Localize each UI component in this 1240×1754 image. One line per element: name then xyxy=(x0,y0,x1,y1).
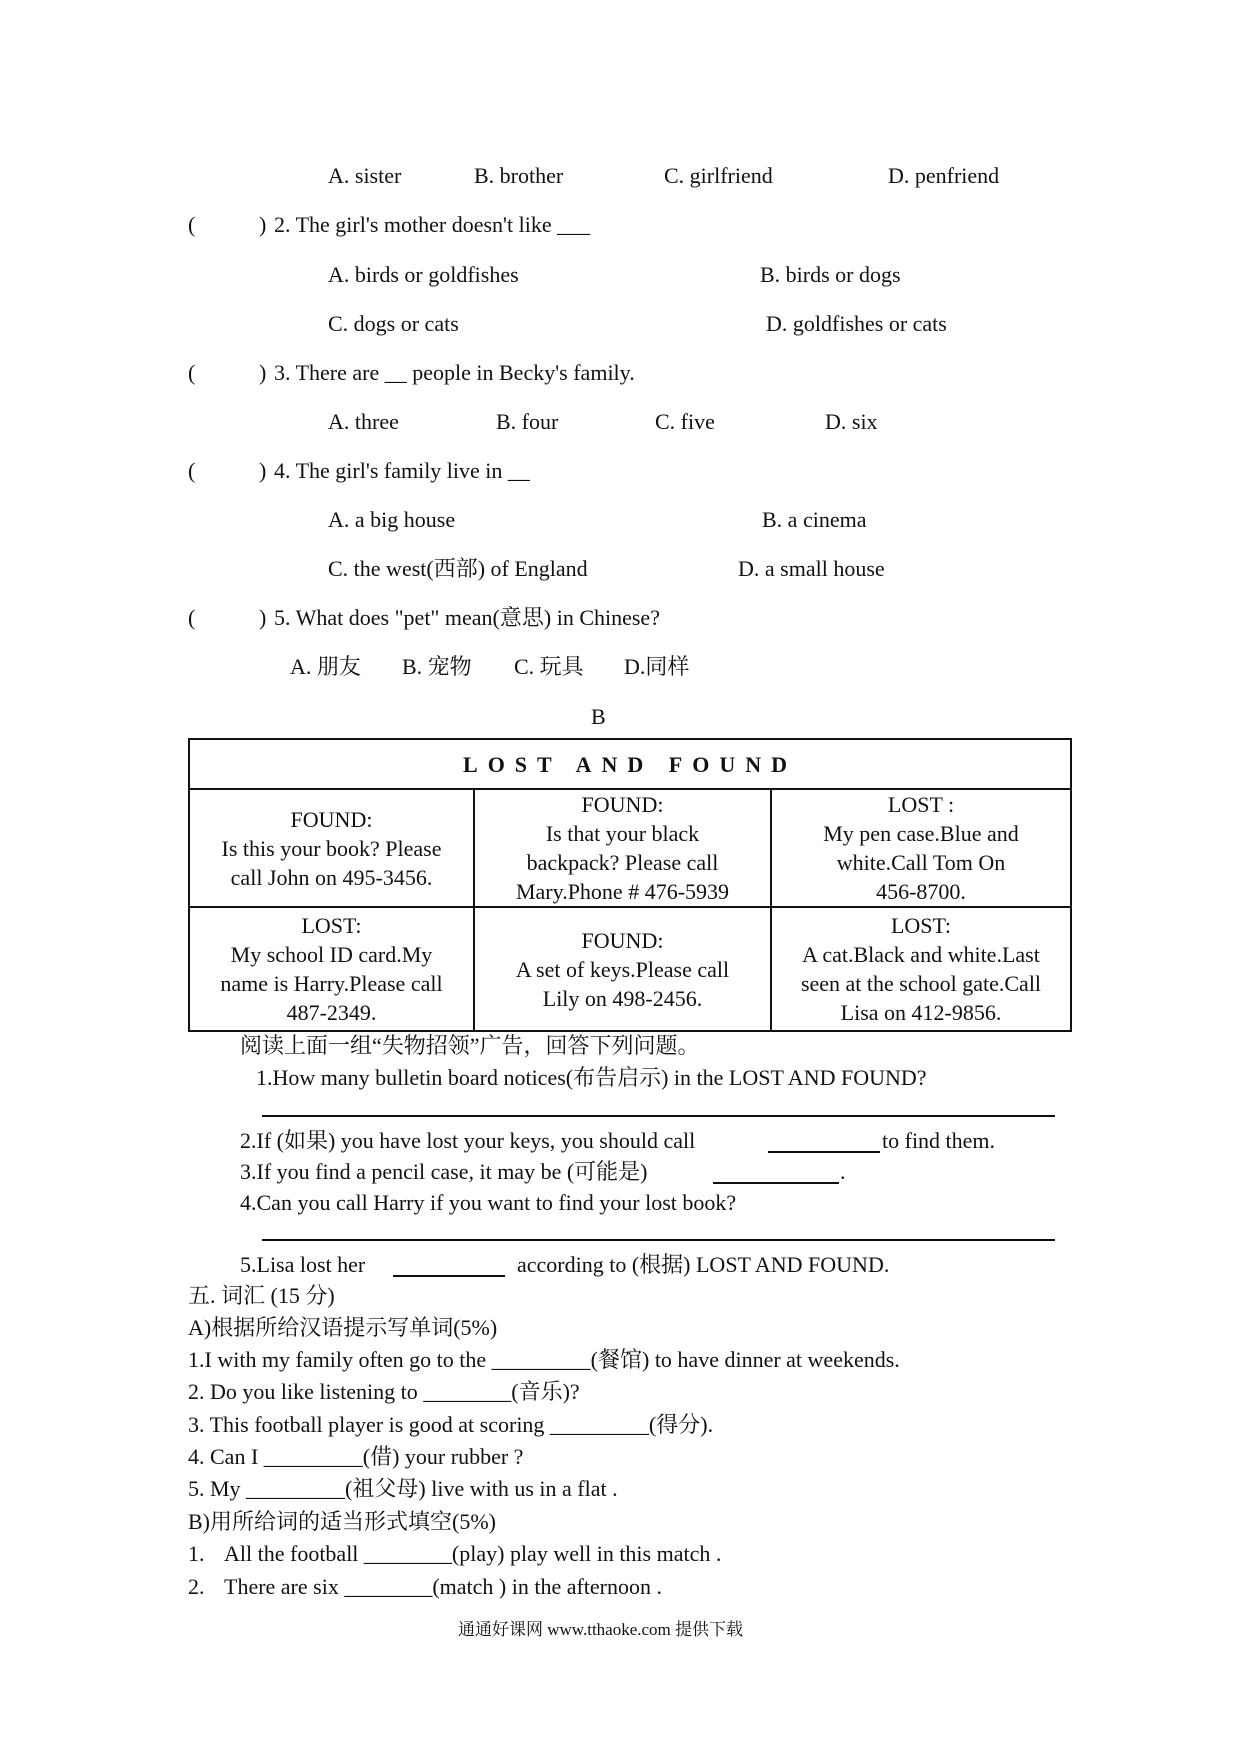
section5-a-item: 2. Do you like listening to ________(音乐)? xyxy=(188,1379,580,1404)
notice-line: My school ID card.My xyxy=(230,942,433,967)
q5-option-b: B. 宠物 xyxy=(402,654,472,679)
notice-line: call John on 495-3456. xyxy=(230,864,433,890)
reading-q5-text-end: according to (根据) LOST AND FOUND. xyxy=(517,1252,890,1277)
notice-title: LOST: xyxy=(301,913,362,938)
section5-b-item-num: 2. xyxy=(188,1574,205,1599)
reading-q2-text: 2.If (如果) you have lost your keys, you should call xyxy=(240,1128,696,1153)
section5-b-item-num: 1. xyxy=(188,1541,205,1566)
q3-option-b: B. four xyxy=(496,409,559,434)
notice-cell xyxy=(189,789,474,907)
section5-a-title: A)根据所给汉语提示写单词(5%) xyxy=(188,1315,498,1340)
notice-cell xyxy=(474,789,771,907)
notice-title: FOUND: xyxy=(290,806,373,832)
q2-close-bracket: ) xyxy=(259,212,267,237)
answer-line-q1[interactable] xyxy=(262,1115,1055,1117)
reading-q3-text: 3.If you find a pencil case, it may be (可能是) xyxy=(240,1159,648,1184)
q5-option-d: D.同样 xyxy=(624,654,690,679)
notice-cell xyxy=(189,907,474,1031)
notice-line: Is that your black xyxy=(545,821,700,846)
section5-b-title: B)用所给词的适当形式填空(5%) xyxy=(188,1509,496,1534)
q1-option-a: A. sister xyxy=(328,163,402,188)
q3-option-d: D. six xyxy=(825,409,878,434)
q4-text: 4. The girl's family live in __ xyxy=(274,458,530,483)
notice-line: Lily on 498-2456. xyxy=(542,985,703,1011)
section5-title: 五. 词汇 (15 分) xyxy=(188,1283,335,1308)
q4-option-a: A. a big house xyxy=(328,507,456,532)
q2-option-a: A. birds or goldfishes xyxy=(328,262,519,287)
reading-q2-text-end: to find them. xyxy=(882,1128,996,1153)
notice-line: 487-2349. xyxy=(286,1000,377,1025)
answer-blank-q3[interactable] xyxy=(713,1182,839,1184)
q1-option-b: B. brother xyxy=(474,163,564,188)
q4-open-bracket: ( xyxy=(188,458,196,483)
notice-cell xyxy=(771,789,1071,907)
notice-line: Lisa on 412-9856. xyxy=(840,1000,1002,1025)
q4-option-b: B. a cinema xyxy=(762,507,867,532)
q5-open-bracket: ( xyxy=(188,605,196,630)
lost-and-found-table xyxy=(188,738,1072,1032)
answer-blank-q5[interactable] xyxy=(393,1275,505,1277)
q3-close-bracket: ) xyxy=(259,360,267,385)
notice-cell xyxy=(771,907,1071,1031)
q4-close-bracket: ) xyxy=(259,458,267,483)
q5-close-bracket: ) xyxy=(259,605,267,630)
answer-line-q4[interactable] xyxy=(262,1239,1055,1241)
reading-instruction: 阅读上面一组“失物招领”广告，回答下列问题。 xyxy=(240,1033,700,1058)
q2-open-bracket: ( xyxy=(188,212,196,237)
notice-line: Mary.Phone # 476-5939 xyxy=(515,879,730,904)
notice-title: LOST : xyxy=(887,792,955,817)
q2-option-c: C. dogs or cats xyxy=(328,311,459,336)
notice-line: seen at the school gate.Call xyxy=(800,971,1042,996)
q2-option-b: B. birds or dogs xyxy=(760,262,901,287)
table-title: LOST AND FOUND xyxy=(189,739,1071,789)
q4-option-d: D. a small house xyxy=(738,556,885,581)
section5-a-item: 4. Can I _________(借) your rubber ? xyxy=(188,1444,524,1469)
notice-cell xyxy=(474,907,771,1031)
q4-option-c: C. the west(西部) of England xyxy=(328,556,588,581)
reading-q4: 4.Can you call Harry if you want to find your lost book? xyxy=(240,1190,737,1215)
notice-line: name is Harry.Please call xyxy=(220,971,443,996)
q5-option-a: A. 朋友 xyxy=(290,654,361,679)
q5-text: 5. What does "pet" mean(意思) in Chinese? xyxy=(274,605,660,630)
q3-text: 3. There are __ people in Becky's family. xyxy=(274,360,635,385)
q5-option-c: C. 玩具 xyxy=(514,654,584,679)
q2-option-d: D. goldfishes or cats xyxy=(766,311,947,336)
reading-q5-text: 5.Lisa lost her xyxy=(240,1252,366,1277)
q3-option-c: C. five xyxy=(655,409,715,434)
notice-title: FOUND: xyxy=(581,927,664,953)
notice-line: A set of keys.Please call xyxy=(515,956,730,982)
section5-a-item: 1.I with my family often go to the _________(餐馆) to have dinner at weekends. xyxy=(188,1347,900,1372)
section5-b-item: There are six ________(match ) in the afternoon . xyxy=(224,1574,663,1599)
notice-line: white.Call Tom On xyxy=(836,850,1006,875)
section5-a-item: 3. This football player is good at scoring _________(得分). xyxy=(188,1412,714,1437)
notice-line: A cat.Black and white.Last xyxy=(802,942,1040,967)
section5-b-item: All the football ________(play) play well in this match . xyxy=(224,1541,722,1566)
section-b-heading: B xyxy=(591,704,606,729)
section5-a-item: 5. My _________(祖父母) live with us in a flat . xyxy=(188,1476,618,1501)
notice-line: Is this your book? Please xyxy=(221,835,442,861)
q3-open-bracket: ( xyxy=(188,360,196,385)
reading-q1: 1.How many bulletin board notices(布告启示) in the LOST AND FOUND? xyxy=(256,1065,927,1090)
notice-line: backpack? Please call xyxy=(526,850,719,875)
footer-credit: 通通好课网 www.tthaoke.com 提供下载 xyxy=(458,1620,744,1639)
reading-q3-text-end: . xyxy=(840,1159,846,1184)
q3-option-a: A. three xyxy=(328,409,399,434)
notice-line: 456-8700. xyxy=(876,879,966,904)
notice-title: FOUND: xyxy=(581,792,664,817)
q1-option-c: C. girlfriend xyxy=(664,163,773,188)
q1-option-d: D. penfriend xyxy=(888,163,1000,188)
answer-blank-q2[interactable] xyxy=(768,1151,880,1153)
q2-text: 2. The girl's mother doesn't like ___ xyxy=(274,212,591,237)
notice-title: LOST: xyxy=(890,913,952,938)
notice-line: My pen case.Blue and xyxy=(823,821,1019,846)
